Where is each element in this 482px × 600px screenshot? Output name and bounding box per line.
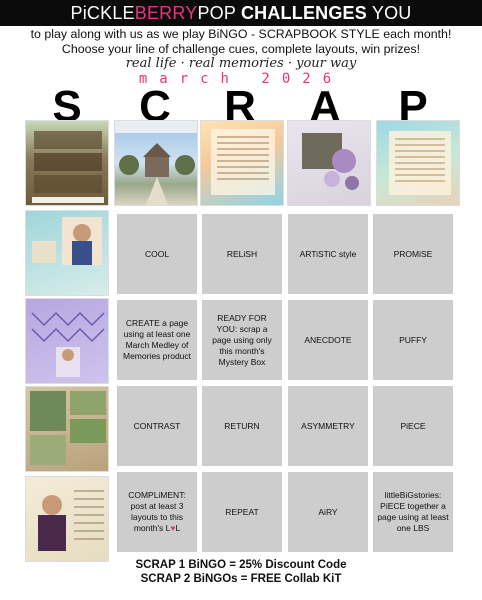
brand-pickle: PiCKLE bbox=[70, 3, 135, 23]
compliment-tail: L bbox=[175, 523, 181, 533]
sample-layout-chapel[interactable] bbox=[114, 120, 198, 206]
poem-thumbnail bbox=[201, 121, 284, 206]
brand-pop: POP bbox=[197, 3, 236, 23]
compliment-label: COMPLiMENT: post at least 3 layouts to this month's L bbox=[128, 490, 186, 533]
letter-c: C bbox=[139, 84, 171, 120]
bingo-cell-repeat[interactable]: REPEAT bbox=[202, 472, 282, 552]
portrait-thumbnail bbox=[26, 211, 109, 296]
bingo-cell-promise[interactable]: PROMiSE bbox=[373, 214, 453, 294]
pattern-thumbnail bbox=[26, 299, 109, 384]
sample-layout-journal[interactable] bbox=[376, 120, 460, 206]
header-banner bbox=[0, 0, 482, 26]
intro-line-1: to play along with us as we play BiNGO - SCRAPBOOK STYLE each month! bbox=[30, 27, 452, 41]
bingo-cell-contrast[interactable]: CONTRAST bbox=[117, 386, 197, 466]
prize-line-2: SCRAP 2 BiNGOs = FREE Collab KiT bbox=[140, 573, 342, 585]
intro-line-2: Choose your line of challenge cues, complete layouts, win prizes! bbox=[61, 42, 421, 56]
journal-thumbnail bbox=[377, 121, 460, 206]
letter-p: P bbox=[398, 84, 428, 120]
succulents-thumbnail bbox=[26, 387, 109, 472]
month-label: march 2026 bbox=[138, 71, 344, 87]
bingo-cell-compliment[interactable] bbox=[117, 472, 197, 552]
prize-line-1: SCRAP 1 BiNGO = 25% Discount Code bbox=[135, 559, 347, 571]
sample-layout-garden[interactable] bbox=[25, 120, 109, 206]
brand-berry: BERRY bbox=[134, 3, 198, 23]
bingo-cell-mystery-box[interactable]: READY FOR YOU: scrap a page using only this month's Mystery Box bbox=[202, 300, 282, 380]
letter-a: A bbox=[309, 84, 341, 120]
sample-layout-succulents[interactable] bbox=[25, 386, 109, 472]
garden-thumbnail bbox=[26, 121, 109, 206]
bingo-cell-return[interactable]: RETURN bbox=[202, 386, 282, 466]
brand-you: YOU bbox=[371, 3, 412, 23]
tagline: real life · real memories · your way bbox=[125, 56, 357, 71]
sample-layout-friendship[interactable] bbox=[25, 476, 109, 562]
sample-layout-portrait[interactable] bbox=[25, 210, 109, 296]
compliment-text bbox=[121, 490, 193, 534]
letter-s: S bbox=[52, 84, 82, 120]
sample-layout-pattern[interactable] bbox=[25, 298, 109, 384]
bingo-cell-puffy[interactable]: PUFFY bbox=[373, 300, 453, 380]
heart-icon: ♥ bbox=[170, 523, 176, 533]
bingo-cell-airy[interactable]: AiRY bbox=[288, 472, 368, 552]
sample-layout-poem[interactable] bbox=[200, 120, 284, 206]
bingo-cell-relish[interactable]: RELiSH bbox=[202, 214, 282, 294]
bingo-cell-asymmetry[interactable]: ASYMMETRY bbox=[288, 386, 368, 466]
sample-layout-floral[interactable] bbox=[287, 120, 371, 206]
bingo-cell-cool[interactable]: COOL bbox=[117, 214, 197, 294]
bingo-cell-march-medley[interactable]: CREATE a page using at least one March Medley of Memories product bbox=[117, 300, 197, 380]
brand-challenges: CHALLENGES bbox=[240, 3, 367, 23]
chapel-thumbnail bbox=[115, 121, 198, 206]
bingo-cell-littlebigstories[interactable]: littleBiGstories: PiECE together a page using at least one LBS bbox=[373, 472, 453, 552]
floral-thumbnail bbox=[288, 121, 371, 206]
bingo-cell-anecdote[interactable]: ANECDOTE bbox=[288, 300, 368, 380]
bingo-cell-artistic-style[interactable]: ARTiSTiC style bbox=[288, 214, 368, 294]
bingo-cell-piece[interactable]: PiECE bbox=[373, 386, 453, 466]
letter-r: R bbox=[224, 84, 256, 120]
friendship-thumbnail bbox=[26, 477, 109, 562]
